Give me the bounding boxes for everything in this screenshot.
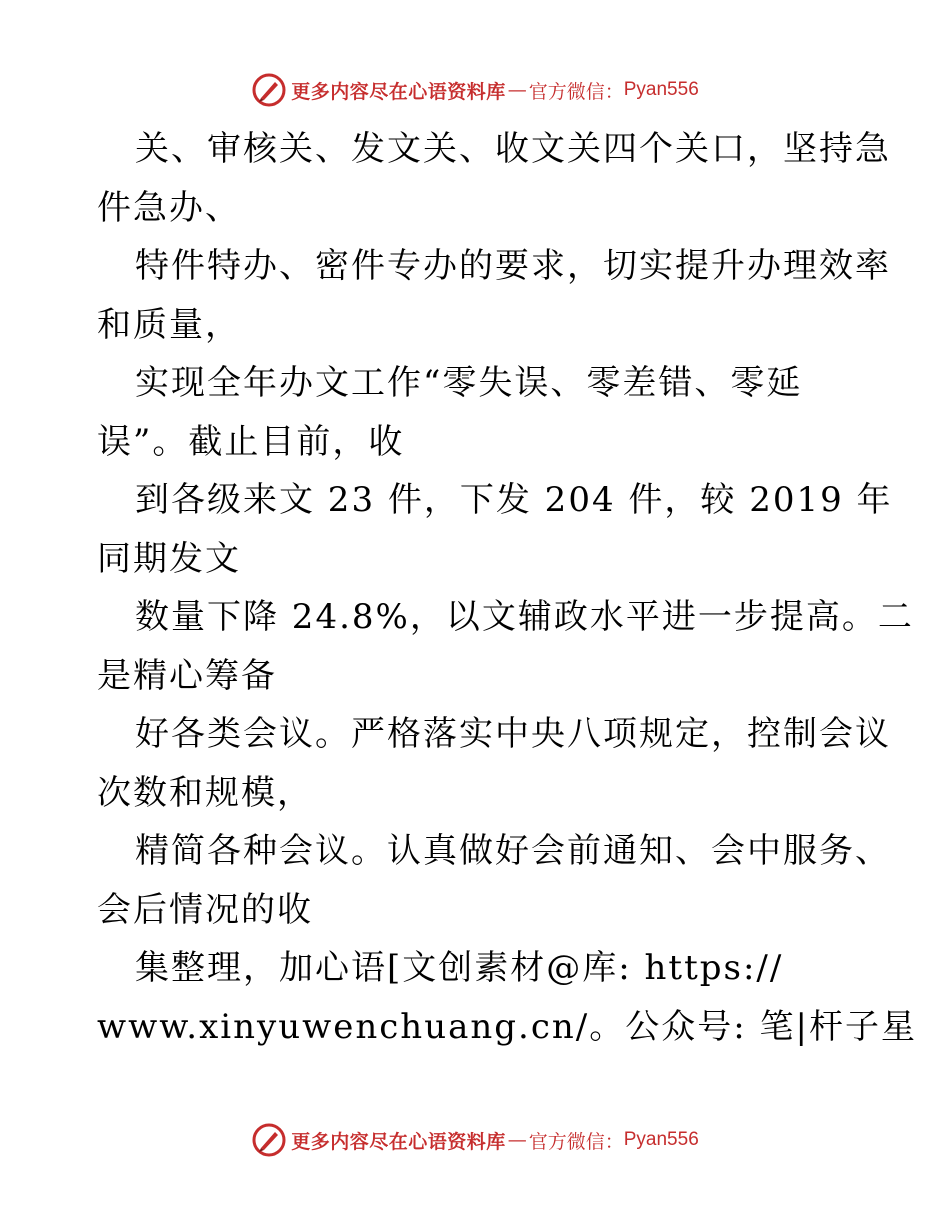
banner-dash: —: [507, 1129, 527, 1151]
document-body: [97, 120, 917, 1056]
text-line: 好各类会议。严格落实中央八项规定，控制会议: [135, 714, 891, 754]
text-line: 误”。截止目前，收: [97, 421, 405, 462]
pen-logo-icon: [251, 1122, 287, 1158]
text-line: 实现全年办文工作“零失误、零差错、零延: [135, 363, 803, 403]
text-line: 到各级来文 23 件，下发 204 件，较 2019 年: [135, 480, 893, 520]
text-line: 是精心筹备: [97, 655, 277, 696]
banner-dash: —: [507, 79, 527, 101]
pen-logo-icon: [251, 72, 287, 108]
footer-banner: [0, 1120, 950, 1160]
banner-wechat-id: Pyan556: [623, 1129, 699, 1150]
text-line: 特件特办、密件专办的要求，切实提升办理效率: [135, 246, 891, 286]
banner-wechat-label: 官方微信：: [528, 80, 624, 103]
text-line: 精简各种会议。认真做好会前通知、会中服务、: [135, 831, 891, 871]
text-line: 和质量，: [97, 304, 241, 345]
text-line: 件急办、: [97, 187, 241, 228]
header-banner: [0, 70, 950, 110]
banner-site-text: 更多内容尽在心语资料库: [291, 80, 506, 103]
text-line: 关、审核关、发文关、收文关四个关口，坚持急: [135, 129, 891, 169]
text-line: www.xinyuwenchuang.cn/。公众号: 笔|杆子星: [97, 1006, 917, 1047]
text-line: 会后情况的收: [97, 889, 313, 930]
banner-wechat-id: Pyan556: [623, 79, 699, 100]
text-line: 数量下降 24.8%，以文辅政水平进一步提高。二: [135, 597, 914, 637]
banner-wechat-label: 官方微信：: [528, 1130, 624, 1153]
text-line: 同期发文: [97, 538, 241, 579]
text-line: 集整理，加心语[文创素材@库: https://: [135, 948, 784, 988]
text-line: 次数和规模，: [97, 772, 313, 813]
banner-site-text: 更多内容尽在心语资料库: [291, 1130, 506, 1153]
